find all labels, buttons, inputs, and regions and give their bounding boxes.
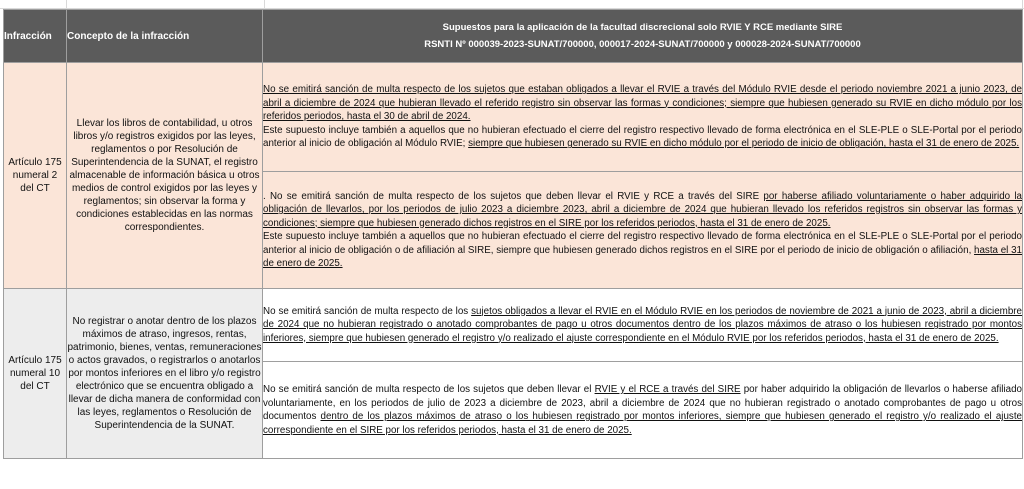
table-row xyxy=(4,63,1023,172)
header-supuestos[interactable] xyxy=(263,10,1023,63)
articulo-cell[interactable]: Artículo 175 numeral 2 del CT xyxy=(4,63,67,289)
header-supuestos-line1: Supuestos para la aplicación de la facultad discrecional solo RVIE Y RCE mediante SIRE xyxy=(442,22,843,33)
concepto-cell[interactable]: No registrar o anotar dentro de los plazos máximos de atraso, ingresos, rentas, patrimonio, bienes, ventas, remuneraciones o actos gravados, o registrarlos o anotarlos por montos inferiores en el libro y/o registro electrónico que se encuentra obligado a llevar de dicha manera de conformidad con las leyes, reglamentos o Resolución de Superintendencia de la SUNAT. xyxy=(67,289,263,459)
header-supuestos-line2: RSNTI Nº 000039-2023-SUNAT/700000, 000017-2024-SUNAT/700000 y 000028-2024-SUNAT/700000 xyxy=(424,39,861,50)
infractions-table xyxy=(3,9,1023,459)
supuesto-text: por haber adquirido la obligación de llevarlos o haberse afiliado voluntariamente, en los periodos de julio de 2023 a diciembre de 2023, abril a diciembre de 2024 que no hubieran registrado o anotado comprobantes de pago u otros documentos xyxy=(263,384,1023,422)
supuesto-text: No se emitirá sanción de multa respecto de los xyxy=(263,305,472,317)
supuesto-text-underlined: hasta el 31 de enero de 2025. xyxy=(263,244,1022,269)
supuesto-cell[interactable] xyxy=(263,172,1023,289)
supuesto-text: No se emitirá sanción de multa respecto de los sujetos que estaban obligados a llevar el RVIE a través del Módulo RVIE desde el periodo noviembre 2021 a junio 2023, de abril a diciembre de 2024 que hubieran llevado el referido registro sin observar las formas y condiciones; siempre que hubiesen generado su RVIE en dicho módulo por los referidos periodos, hasta el 30 de abril de 2024. xyxy=(263,84,1022,123)
supuesto-text-underlined: sujetos obligados a llevar el RVIE en el Módulo RVIE en los periodos de noviembre de 2021 a junio de 2023, abril a diciembre de 2024 que no hubieran registrado o anotado comprobantes de pago u otros documentos dentro de los plazos máximos de atraso o los hubiesen registrado por montos inferiores, siempre que hubiesen generado el registro y/o realizado el ajuste correspondiente en el Módulo RVIE por los referidos periodos, hasta el 31 de enero de 2025. xyxy=(263,305,1022,344)
concepto-cell[interactable]: Llevar los libros de contabilidad, u otros libros y/o registros exigidos por las leyes, reglamentos o por Resolución de Superintendencia de la SUNAT, el registro almacenable de información básica u otros medios de control exigidos por las leyes y reglamentos; sin observar la forma y condiciones establecidas en las normas correspondientes. xyxy=(67,63,263,289)
header-infraccion[interactable]: Infracción xyxy=(4,10,67,63)
supuesto-cell[interactable] xyxy=(263,289,1023,362)
supuesto-text: Este supuesto incluye también a aquellos que no hubieran efectuado el cierre del registro respectivo llevado de forma electrónica en el SLE-PLE o SLE-Portal por el periodo anterior al inicio de obligación al Módulo RVIE; xyxy=(263,124,1022,150)
supuesto-cell[interactable] xyxy=(263,362,1023,459)
table-row xyxy=(4,289,1023,362)
top-gridline xyxy=(0,0,1024,9)
supuesto-text-underlined: RVIE y el RCE a través del SIRE xyxy=(594,384,741,395)
supuesto-text: . No se emitirá sanción de multa respecto de los sujetos que deben llevar el RVIE y RCE a través del SIRE xyxy=(263,190,764,202)
supuesto-cell[interactable] xyxy=(263,63,1023,172)
supuesto-text: Este supuesto incluye también a aquellos que no hubieran efectuado el cierre del registro respectivo llevado de forma electrónica en el SLE-PLE o SLE-Portal por el periodo anterior al inicio de obligación o de afiliación al SIRE, siempre que hubiesen generado dichos registros en el SIRE por el periodo de inicio de obligación o afiliación, xyxy=(263,231,1022,256)
supuesto-text-underlined: dentro de los plazos máximos de atraso o los hubiesen registrado por montos inferiores, siempre que hubiesen generado el registro y/o realizado el ajuste correspondiente en el SIRE por los referidos periodos, hasta el 31 de enero de 2025. xyxy=(263,411,1022,436)
header-row xyxy=(4,10,1023,63)
supuesto-text-underlined: por haberse afiliado voluntariamente o haber adquirido la obligación de llevarlos, por los periodos de julio 2023 a diciembre 2023, abril a diciembre de 2024 que hubieran llevado los referidos registros sin observar las formas y condiciones; siempre que hubiesen generado dichos registros en el SIRE por los referidos periodos, hasta el 31 de enero de 2025. xyxy=(263,190,1022,229)
header-concepto[interactable]: Concepto de la infracción xyxy=(67,10,263,63)
articulo-cell[interactable]: Artículo 175 numeral 10 del CT xyxy=(4,289,67,459)
supuesto-text-underlined: siempre que hubiesen generado su RVIE en dicho módulo por el periodo de inicio de obligación, hasta el 31 de enero de 2025. xyxy=(468,138,1020,150)
supuesto-text: No se emitirá sanción de multa respecto de los sujetos que deben llevar el xyxy=(263,384,595,395)
